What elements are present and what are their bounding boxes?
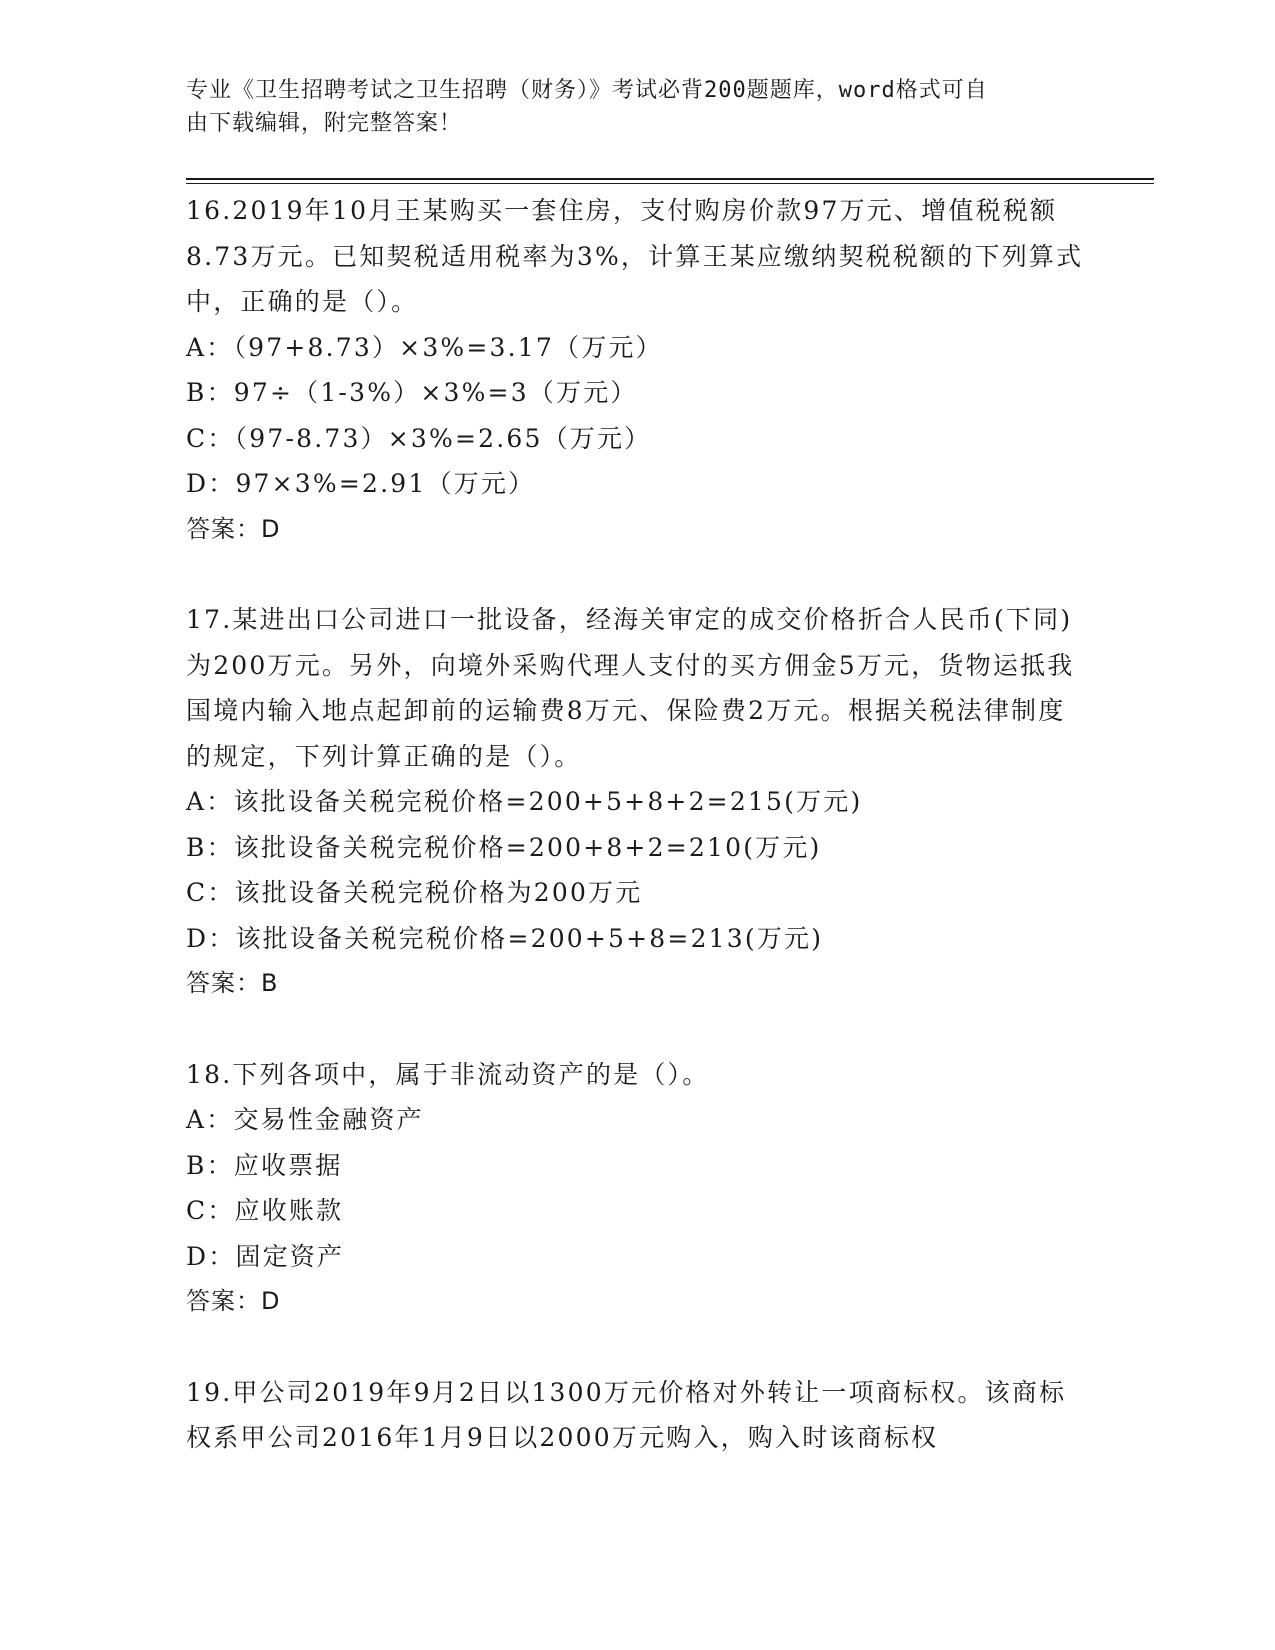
answer-label: 答案：D: [186, 514, 281, 543]
question-19: [186, 1370, 1086, 1461]
header-divider-thin: [186, 183, 1154, 184]
option-c: C：（97-8.73）×3%=2.65（万元）: [186, 423, 652, 453]
header-line-2: 由下载编辑，附完整答案！: [186, 111, 463, 136]
header-divider-thick: [186, 178, 1154, 180]
option-d: D：固定资产: [186, 1241, 345, 1271]
option-c: C：该批设备关税完税价格为200万元: [186, 878, 643, 907]
question-list: [186, 188, 1086, 1461]
option-a: A：（97+8.73）×3%=3.17（万元）: [186, 332, 663, 362]
option-d: D：该批设备关税完税价格=200+5+8=213(万元): [186, 923, 824, 953]
option-b: B：该批设备关税完税价格=200+8+2=210(万元): [186, 832, 822, 862]
option-d: D：97×3%=2.91（万元）: [186, 469, 536, 498]
question-stem: 19.甲公司2019年9月2日以1300万元价格对外转让一项商标权。该商标权系甲公司2016年1月9日以2000万元购入，购入时该商标权: [186, 1377, 1067, 1452]
header-line-1: 专业《卫生招聘考试之卫生招聘（财务）》考试必背200题题库，word格式可自: [186, 78, 988, 103]
option-b: B：97÷（1-3%）×3%=3（万元）: [186, 378, 638, 407]
question-16: [186, 188, 1086, 552]
option-b: B：应收票据: [186, 1150, 343, 1180]
answer-label: 答案：B: [186, 969, 279, 997]
question-stem: 16.2019年10月王某购买一套住房，支付购房价款97万元、增值税税额8.73万元。已知契税适用税率为3%，计算王某应缴纳契税税额的下列算式中，正确的是（）。: [186, 196, 1084, 316]
question-18: [186, 1052, 1086, 1325]
option-a: A：该批设备关税完税价格=200+5+8+2=215(万元): [186, 787, 863, 816]
option-c: C：应收账款: [186, 1196, 344, 1225]
option-a: A：交易性金融资产: [186, 1105, 424, 1134]
document-header: [186, 74, 1066, 140]
question-stem: 17.某进出口公司进口一批设备，经海关审定的成交价格折合人民币(下同)为200万元。另外，向境外采购代理人支付的买方佣金5万元，货物运抵我国境内输入地点起卸前的运输费8万元、保险费2万元。根据关税法律制度的规定，下列计算正确的是（）。: [186, 605, 1075, 771]
question-17: [186, 597, 1086, 1007]
answer-label: 答案：D: [186, 1287, 281, 1315]
question-stem: 18.下列各项中，属于非流动资产的是（）。: [186, 1059, 710, 1089]
